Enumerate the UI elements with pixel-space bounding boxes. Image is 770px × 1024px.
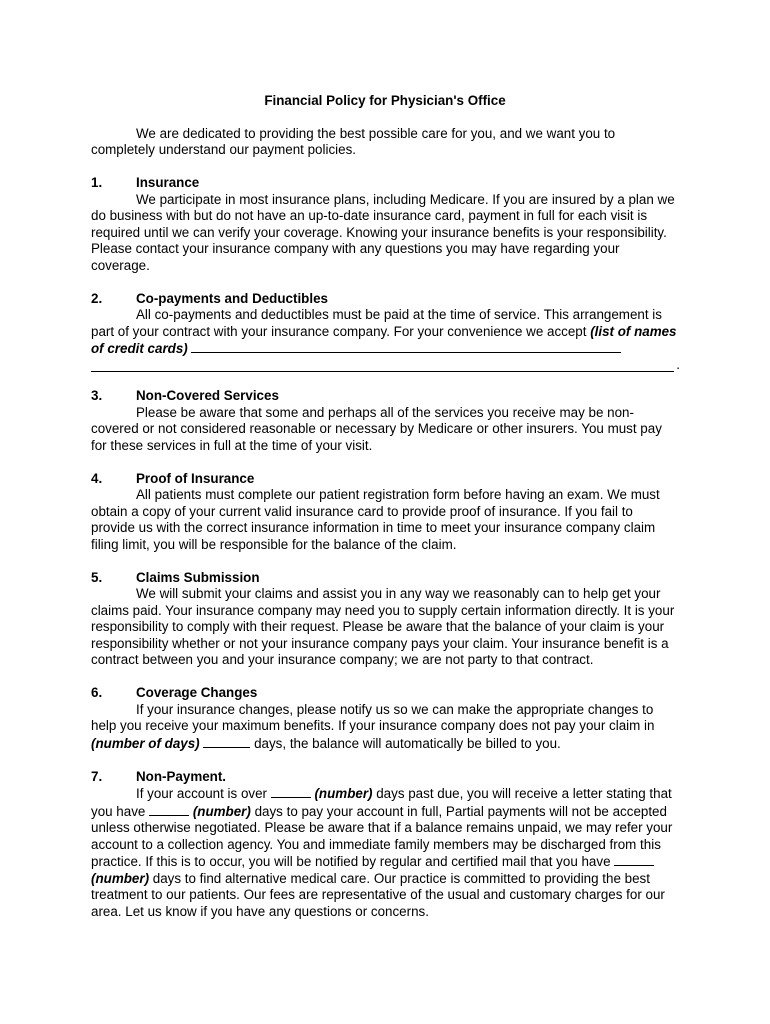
section-heading: Claims Submission <box>136 569 260 585</box>
number-of-days-blank[interactable] <box>203 735 250 748</box>
section-body: We will submit your claims and assist you in any way we reasonably can to help get your claims paid. Your insurance company may need you to supply certain information directly. It is your responsibility to comply with their request. Please be aware that the balance of your claim is your responsibility whether or not your insurance company pays your claim. Your insurance benefit is a contract between you and your insurance company; we are not party to that contract. <box>91 586 675 667</box>
section-claims-submission <box>91 570 679 669</box>
section-non-covered <box>91 388 679 454</box>
section-heading: Proof of Insurance <box>136 470 255 486</box>
credit-cards-blank-line[interactable] <box>191 340 621 353</box>
section-non-payment <box>91 769 679 921</box>
section-number: 4. <box>91 470 103 486</box>
section-number: 2. <box>91 290 103 306</box>
section-heading: Coverage Changes <box>136 685 258 700</box>
sentence-period: . <box>676 357 680 372</box>
section-proof-of-insurance <box>91 471 679 554</box>
section-number: 6. <box>91 685 103 700</box>
section-number: 1. <box>91 175 103 190</box>
days-to-find-care-field-label: (number) <box>91 870 150 886</box>
section-heading: Co-payments and Deductibles <box>136 290 328 306</box>
section-body: If your insurance changes, please notify us so we can make the appropriate changes to help you receive your maximum benefits. If your insurance company does not pay your claim in <box>91 701 655 733</box>
section-body-part-3: days to pay your account in full, Partial payments will not be accepted unless otherwise negotiated. Please be aware that if a balance remains unpaid, we may refer your account to a collection agency. You and immediate family members may be discharged from this practice. If this is to occur, you will be notified by regular and certified mail that you have <box>91 803 673 869</box>
section-insurance <box>91 175 679 274</box>
days-past-due-blank[interactable] <box>271 785 311 798</box>
policy-document <box>91 93 679 937</box>
days-to-pay-blank[interactable] <box>149 803 189 816</box>
section-body: Please be aware that some and perhaps all of the services you receive may be non-covered or not considered reasonable or necessary by Medicare or other insurers. You must pay for these services in full at the time of your visit. <box>91 404 662 453</box>
days-past-due-field-label: (number) <box>314 786 373 801</box>
section-number: 5. <box>91 569 103 585</box>
section-body-part-2: days past due, you will receive a letter stating that you have <box>91 786 672 819</box>
days-to-find-care-blank[interactable] <box>614 853 654 866</box>
days-to-pay-field-label: (number) <box>192 803 251 819</box>
section-number: 3. <box>91 388 103 403</box>
section-copayments <box>91 291 679 372</box>
section-heading: Non-Payment. <box>136 768 227 784</box>
section-body-part-4: days to find alternative medical care. Our practice is committed to providing the best treatment to our patients. Our fees are representative of the usual and customary charges for our area. Let us know if you have any questions or concerns. <box>91 870 665 919</box>
intro-paragraph: We are dedicated to providing the best possible care for you, and we want you to completely understand our payment policies. <box>91 125 616 157</box>
section-number: 7. <box>91 768 103 784</box>
section-body-continued: days, the balance will automatically be billed to you. <box>254 735 561 751</box>
credit-cards-blank-line-2[interactable] <box>91 357 680 372</box>
section-heading: Insurance <box>136 175 200 190</box>
section-body: All patients must complete our patient registration form before having an exam. We must obtain a copy of your current valid insurance card to provide proof of insurance. If you fail to provide us with the correct insurance information in time to meet your insurance company claim filing limit, you will be responsible for the balance of the claim. <box>91 487 660 552</box>
credit-cards-field-label: (list of names of credit cards) <box>91 323 677 356</box>
section-body: We participate in most insurance plans, including Medicare. If you are insured by a plan we do business with but do not have an up-to-date insurance card, payment in full for each visit is required until we can verify your coverage. Knowing your insurance benefits is your responsibility. Please contact your insurance company with any questions you may have regarding your coverage. <box>91 191 675 273</box>
section-body: If your account is over <box>136 786 267 801</box>
section-heading: Non-Covered Services <box>136 388 279 403</box>
document-title: Financial Policy for Physician's Office <box>264 93 506 108</box>
section-coverage-changes <box>91 685 679 752</box>
number-of-days-field-label: (number of days) <box>91 735 200 751</box>
section-body: All co-payments and deductibles must be paid at the time of service. This arrangement is part of your contract with your insurance company. For your convenience we accept <box>91 307 662 339</box>
